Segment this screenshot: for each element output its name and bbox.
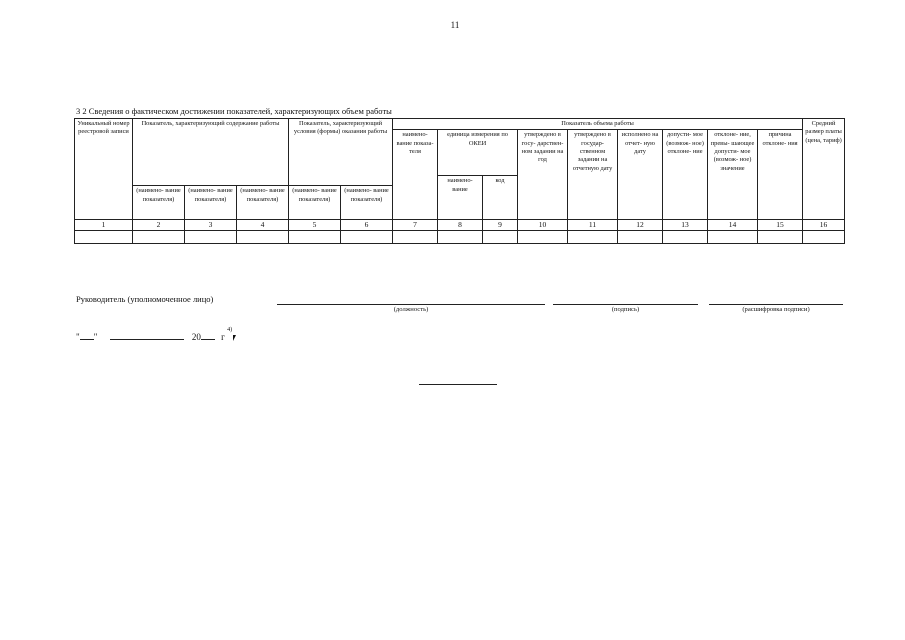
indicator-name-cell: (наимено- вание показателя)	[237, 186, 289, 220]
header-unit-okei: единица измерения по ОКЕИ	[438, 130, 518, 176]
signature-caption: (подпись)	[611, 306, 640, 313]
header-average-fee: Средний размер платы (цена, тариф)	[803, 119, 845, 220]
column-number: 7	[393, 220, 438, 231]
column-number: 9	[483, 220, 518, 231]
column-number: 6	[341, 220, 393, 231]
column-number: 14	[708, 220, 758, 231]
empty-cell	[393, 231, 438, 244]
quote-close: "	[93, 332, 98, 342]
header-content-indicator: Показатель, характеризующий содержание работы	[133, 119, 289, 186]
signature-decode-line	[709, 304, 843, 305]
position-line	[277, 304, 545, 305]
footnote-separator	[419, 384, 497, 385]
footnote-mark: 4)	[227, 327, 233, 333]
empty-cell	[803, 231, 845, 244]
indicator-name-cell: (наимено- вание показателя)	[185, 186, 237, 220]
header-volume-indicator: Показатель объема работы	[393, 119, 803, 130]
header-unique-number: Уникальный номер реестровой записи	[75, 119, 133, 220]
quote-open: "	[76, 332, 80, 342]
header-conditions-indicator: Показатель, характеризующий условия (формы) оказания работы	[289, 119, 393, 186]
column-number: 12	[618, 220, 663, 231]
empty-cell	[341, 231, 393, 244]
indicator-name-cell: (наимено- вание показателя)	[133, 186, 185, 220]
empty-cell	[708, 231, 758, 244]
column-number: 11	[568, 220, 618, 231]
column-number-row	[75, 220, 845, 231]
empty-cell	[663, 231, 708, 244]
date-line	[76, 327, 239, 342]
empty-cell	[483, 231, 518, 244]
header-indicator-name: наимено- вание показа- теля	[393, 130, 438, 220]
column-number: 13	[663, 220, 708, 231]
volume-indicators-table	[74, 118, 845, 244]
empty-cell	[438, 231, 483, 244]
signature-decode-caption: (расшифровка подписи)	[742, 306, 810, 313]
empty-cell	[75, 231, 133, 244]
column-number: 2	[133, 220, 185, 231]
indicator-name-cell: (наимено- вание показателя)	[341, 186, 393, 220]
column-number: 10	[518, 220, 568, 231]
header-exceeding-deviation: отклоне- ние, превы- шающее допусти- мое (возмож- ное) значение	[708, 130, 758, 220]
column-number: 15	[758, 220, 803, 231]
header-unit-name: наимено- вание	[438, 176, 483, 220]
column-number: 3	[185, 220, 237, 231]
column-number: 8	[438, 220, 483, 231]
empty-cell	[289, 231, 341, 244]
empty-cell	[237, 231, 289, 244]
empty-data-row	[75, 231, 845, 244]
indicator-name-cell: (наимено- вание показателя)	[289, 186, 341, 220]
column-number: 16	[803, 220, 845, 231]
header-deviation-reason: причина отклоне- ния	[758, 130, 803, 220]
year-suffix: г	[221, 332, 225, 342]
year-prefix: 20	[191, 332, 201, 342]
header-approved-date: утверждено в государ- ственном задании на отчетную дату	[568, 130, 618, 220]
empty-cell	[518, 231, 568, 244]
empty-cell	[133, 231, 185, 244]
empty-cell	[185, 231, 237, 244]
page-number: 11	[450, 20, 460, 30]
header-allowed-deviation: допусти- мое (возмож- ное) отклоне- ние	[663, 130, 708, 220]
month-blank	[110, 330, 184, 340]
position-caption: (должность)	[393, 306, 429, 313]
empty-cell	[618, 231, 663, 244]
column-number: 1	[75, 220, 133, 231]
header-unit-code: код	[483, 176, 518, 220]
column-number: 4	[237, 220, 289, 231]
column-number: 5	[289, 220, 341, 231]
cursor-icon	[233, 335, 239, 341]
empty-cell	[568, 231, 618, 244]
signatory-label: Руководитель (уполномоченное лицо)	[76, 294, 214, 304]
signature-line	[553, 304, 698, 305]
header-approved-year: утверждено в госу- дарствен- ном задании на год	[518, 130, 568, 220]
section-title: 3 2 Сведения о фактическом достижении показателей, характеризующих объем работы	[76, 106, 392, 116]
empty-cell	[758, 231, 803, 244]
day-blank	[80, 330, 94, 340]
header-done: исполнено на отчет- ную дату	[618, 130, 663, 220]
year-blank	[201, 330, 215, 340]
